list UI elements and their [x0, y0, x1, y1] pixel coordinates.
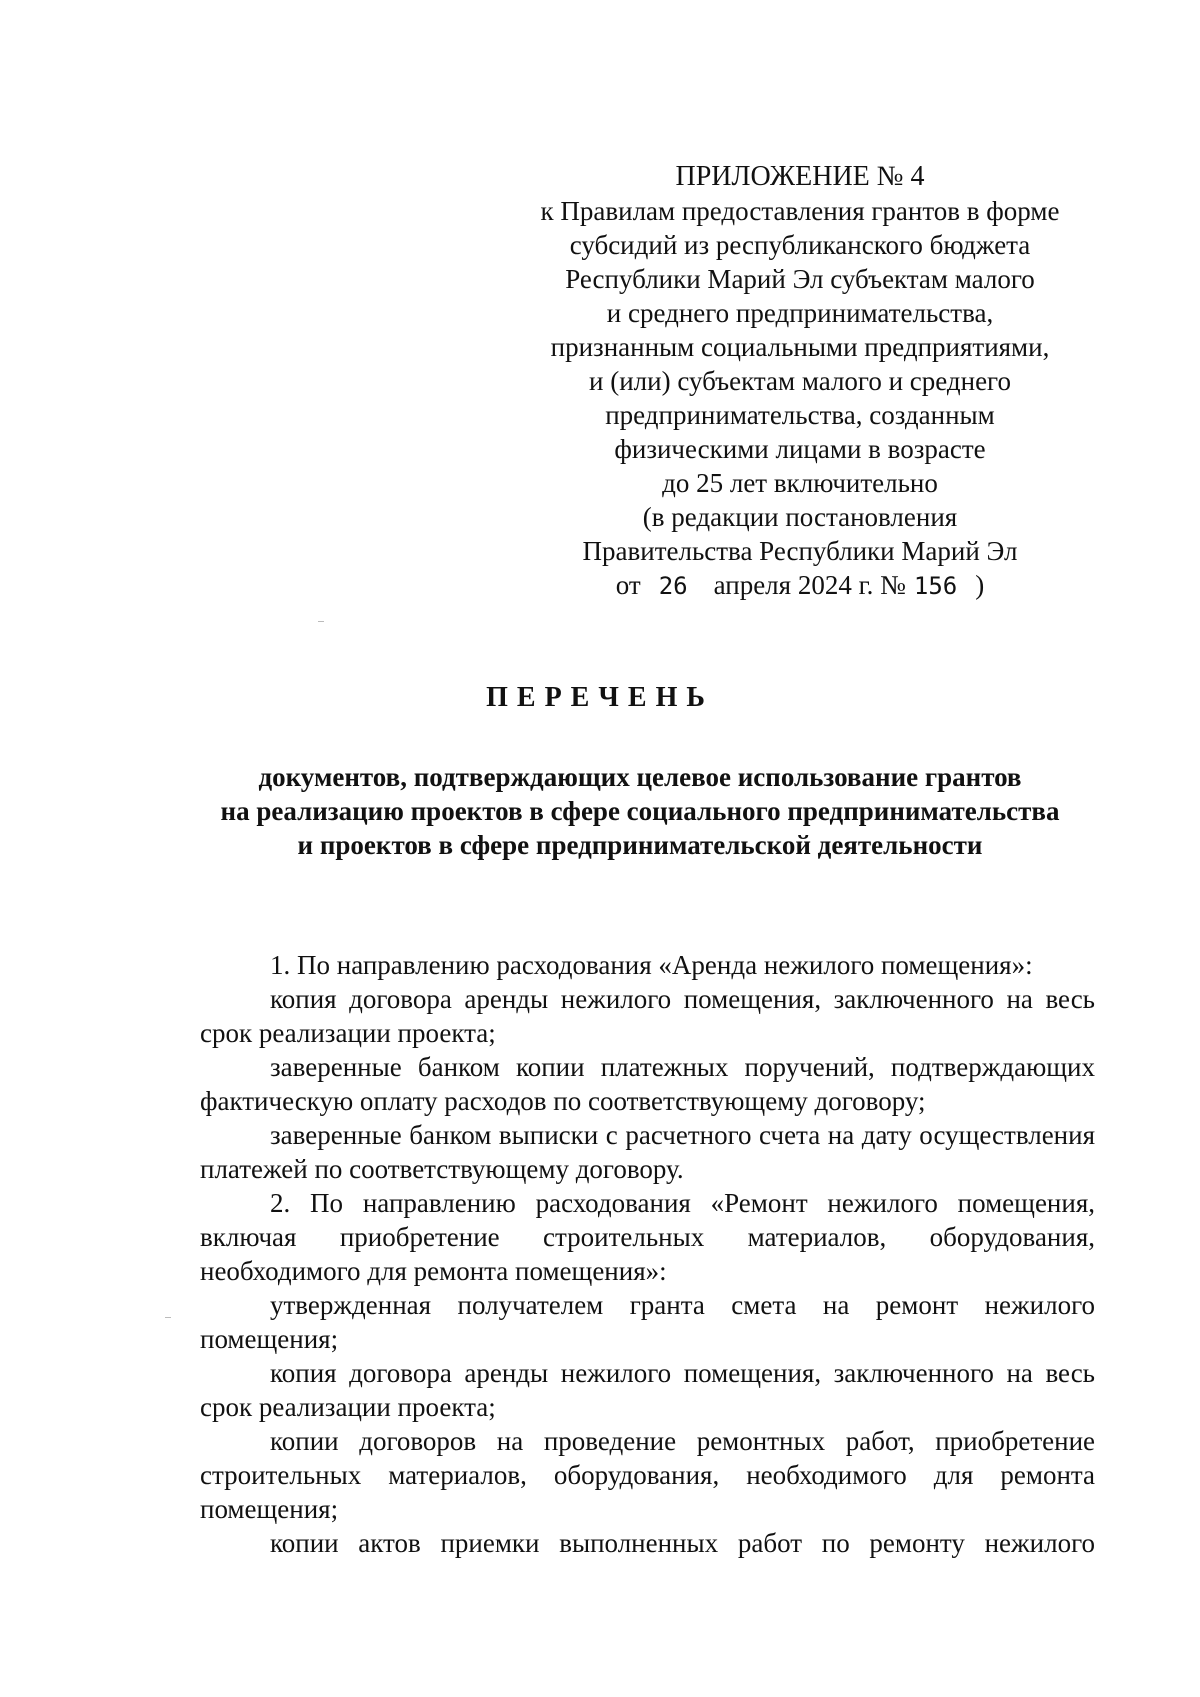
body-paragraph: утвержденная получателем гранта смета на ремонт нежилого помещения; — [200, 1290, 1095, 1354]
body-paragraph: 2. По направлению расходования «Ремонт нежилого помещения, включая приобретение строительных материалов, оборудования, необходимого для ремонта помещения»: — [200, 1188, 1095, 1286]
appendix-line: до 25 лет включительно — [662, 468, 938, 498]
appendix-line: и среднего предпринимательства, — [606, 298, 994, 328]
appendix-date-line — [480, 568, 1120, 603]
date-prefix: от — [615, 570, 641, 600]
subtitle-line: документов, подтверждающих целевое использование грантов — [258, 762, 1022, 792]
document-number: 156 — [913, 572, 958, 600]
body-paragraph: копии актов приемки выполненных работ по ремонту нежилого — [270, 1528, 1095, 1558]
subtitle-line: на реализацию проектов в сфере социального предпринимательства — [220, 796, 1060, 826]
body-paragraph: копия договора аренды нежилого помещения, заключенного на весь срок реализации проекта; — [200, 1358, 1095, 1422]
appendix-line: и (или) субъектам малого и среднего — [589, 366, 1011, 396]
body-paragraph: заверенные банком копии платежных поручений, подтверждающих фактическую оплату расходов по соответствующему договору; — [200, 1052, 1095, 1116]
appendix-line: субсидий из республиканского бюджета — [569, 230, 1031, 260]
body-paragraph: 1. По направлению расходования «Аренда нежилого помещения»: — [270, 950, 1033, 980]
appendix-header — [480, 160, 1120, 603]
body-paragraph: копии договоров на проведение ремонтных работ, приобретение строительных материалов, оборудования, необходимого для ремонта помещения; — [200, 1426, 1095, 1524]
subtitle-line: и проектов в сфере предпринимательской деятельности — [297, 830, 983, 860]
appendix-title: ПРИЛОЖЕНИЕ № 4 — [675, 161, 925, 192]
body-paragraph: копия договора аренды нежилого помещения, заключенного на весь срок реализации проекта; — [200, 984, 1095, 1048]
document-subtitle — [160, 760, 1120, 862]
appendix-line: предпринимательства, созданным — [605, 400, 995, 430]
date-suffix: ) — [975, 570, 985, 600]
date-month-year: апреля 2024 г. № — [713, 570, 906, 600]
scan-speck — [165, 1317, 171, 1318]
appendix-line: Республики Марий Эл субъектам малого — [565, 264, 1035, 294]
body-paragraph: заверенные банком выписки с расчетного счета на дату осуществления платежей по соответствующему договору. — [200, 1120, 1095, 1184]
appendix-line: (в редакции постановления — [642, 502, 958, 532]
appendix-line: Правительства Республики Марий Эл — [582, 536, 1018, 566]
scan-speck — [318, 621, 324, 622]
document-body — [200, 948, 1095, 1560]
appendix-line: физическими лицами в возрасте — [614, 434, 986, 464]
date-day: 26 — [658, 572, 688, 600]
appendix-line: признанным социальными предприятиями, — [550, 332, 1050, 362]
appendix-line: к Правилам предоставления грантов в форме — [540, 196, 1060, 226]
document-title: ПЕРЕЧЕНЬ — [486, 682, 714, 713]
